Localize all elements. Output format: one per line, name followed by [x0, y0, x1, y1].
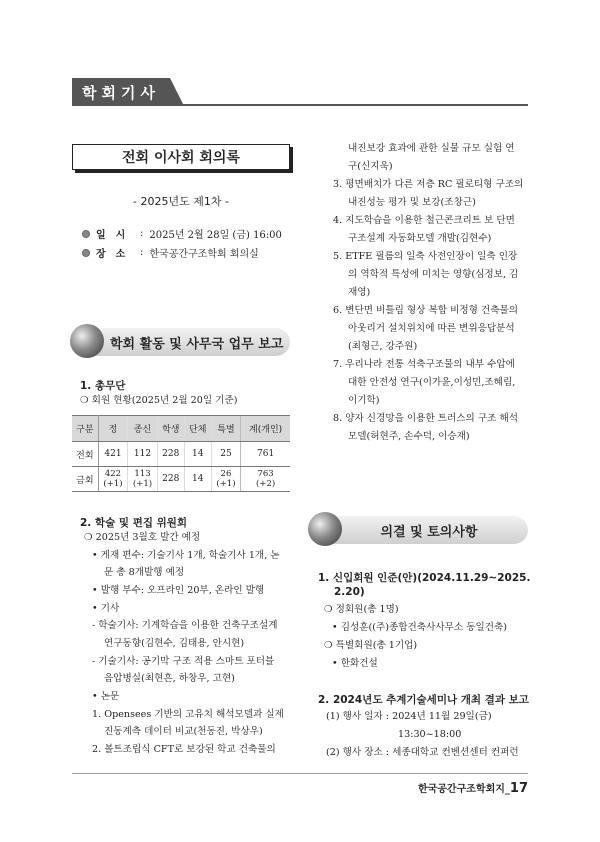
sec2-line: 연구동향(김현수, 김태용, 안시현) [104, 638, 245, 649]
meta-value: 2025년 2월 28일 (금) 16:00 [149, 230, 282, 241]
meta-key: 장소 [96, 249, 136, 260]
res2-line: (1) 행사 일자 : 2024년 11월 29일(금) [326, 711, 492, 722]
header-rule [72, 104, 528, 106]
paper-line: 5. ETFE 필름의 일축 사전인장이 일축 인장 [333, 251, 518, 262]
res1-heading-cont: 2.20) [334, 586, 365, 598]
table-header: 특별 [211, 416, 241, 442]
paper-line: 구조설계 자동화모델 개발(김현수) [348, 233, 492, 244]
paper-line: 의 역학적 특성에 미치는 영향(심정보, 김 [348, 269, 519, 280]
table-row [72, 467, 290, 492]
meta-sep: : [140, 228, 144, 239]
paper-line: 대한 안전성 연구(이가윤,이성민,조혜림, [348, 377, 516, 388]
paper-line: 아웃리거 설치위치에 따른 변위응답분석 [348, 323, 515, 334]
sec2-line: - 학술기사: 기계학습을 이용한 건축구조설계 [92, 620, 278, 631]
table-header: 종신 [128, 416, 158, 442]
meta-key: 일시 [96, 230, 136, 241]
footer-rule [72, 773, 528, 774]
report-section-title: 학회 활동 및 사무국 업무 보고 [110, 336, 284, 352]
footer-sep: _ [504, 784, 510, 795]
table-cell: 761 [241, 442, 290, 467]
bullet-icon [82, 249, 90, 257]
sec1-sub: ❍ 회원 현황(2025년 2월 20일 기준) [80, 395, 238, 406]
sec2-line: 문 총 8개발행 예정 [104, 567, 185, 578]
section-label: 학회기사 [82, 83, 160, 102]
table-cell: 228 [157, 467, 184, 492]
journal-name: 한국공간구조학회지 [417, 784, 505, 795]
sec2-line: 1. Opensees 기반의 고유치 해석모델과 실제 [92, 709, 284, 720]
res2-line: (2) 행사 장소 : 세종대학교 컨벤션센터 컨퍼런 [326, 747, 519, 758]
table-header: 구분 [72, 416, 98, 442]
table-header-row [72, 416, 290, 442]
res2-heading: 2. 2024년도 추계기술세미나 개최 결과 보고 [318, 694, 529, 706]
sec2-line: • 논문 [92, 691, 120, 702]
paper-line: 구(신지욱) [348, 161, 393, 172]
meta-sep: : [140, 247, 144, 258]
table-cell: 763 (+2) [241, 467, 290, 492]
paper-line: (최형근, 강주원) [348, 341, 418, 352]
res1-line: ❍ 정회원(총 1명) [324, 604, 399, 615]
paper-line: 재영) [348, 287, 371, 298]
sec2-line: 음압병실(최현흔, 하창우, 고현) [104, 673, 235, 684]
meta-place [82, 245, 259, 260]
meta-value: 한국공간구조학회 회의실 [149, 249, 259, 260]
table-cell: 금회 [72, 467, 98, 492]
table-cell: 422 (+1) [98, 467, 128, 492]
paper-line: 내진보강 효과에 관한 실물 규모 실험 연 [348, 143, 515, 154]
paper-line: 이기학) [348, 395, 380, 406]
sec1-heading: 1. 총무단 [80, 380, 126, 392]
table-cell: 14 [184, 467, 211, 492]
footer [418, 780, 528, 796]
paper-line: 6. 변단면 비틀림 형상 복합 비정형 건축물의 [333, 305, 518, 316]
sphere-icon [70, 324, 104, 358]
table-header: 단체 [184, 416, 211, 442]
paper-line: 모델(허현주, 손수덕, 이승재) [348, 431, 470, 442]
table-cell: 26 (+1) [211, 467, 241, 492]
section-tab [72, 78, 170, 106]
table-cell: 25 [211, 442, 241, 467]
member-table [72, 415, 290, 492]
page-number: 17 [509, 781, 528, 796]
table-row [72, 442, 290, 467]
sphere-icon [308, 512, 342, 546]
sec2-line: • 기사 [92, 603, 120, 614]
res2-line: 13:30~18:00 [398, 729, 462, 740]
res1-heading: 1. 신입회원 인준(안)(2024.11.29~2025. [318, 572, 531, 584]
resolution-section-title: 의결 및 토의사항 [380, 524, 478, 540]
sec2-heading: 2. 학술 및 편집 위원회 [80, 517, 188, 529]
sec2-line: • 게재 편수: 기술기사 1개, 학술기사 1개, 논 [92, 550, 280, 561]
sec2-line: 2. 볼트조립식 CFT로 보강된 학교 건축물의 [92, 744, 276, 755]
table-header: 학생 [157, 416, 184, 442]
bullet-icon [82, 230, 90, 238]
table-cell: 113 (+1) [128, 467, 158, 492]
table-cell: 228 [157, 442, 184, 467]
table-header: 계(개인) [241, 416, 290, 442]
session-label: - 2025년도 제1차 - [133, 195, 229, 208]
table-cell: 112 [128, 442, 158, 467]
res1-line: • 한화건설 [332, 658, 378, 669]
report-section-header [72, 328, 290, 356]
res1-line: ❍ 특별회원(총 1기업) [324, 640, 418, 651]
paper-line: 3. 평면배치가 다른 저층 RC 필로티형 구조의 [333, 179, 524, 190]
resolution-section-header [310, 516, 528, 544]
meta-date [82, 226, 282, 241]
table-cell: 전회 [72, 442, 98, 467]
sec2-line: ❍ 2025년 3월호 발간 예정 [84, 532, 201, 543]
paper-line: 7. 우리나라 전통 석축구조물의 내부 수압에 [333, 359, 515, 370]
table-header: 정 [98, 416, 128, 442]
paper-line: 8. 양자 신경망을 이용한 트러스의 구조 해석 [333, 413, 518, 424]
paper-line: 4. 지도학습을 이용한 철근콘크리트 보 단면 [333, 215, 515, 226]
sec2-line: - 기술기사: 공기막 구조 적용 스마트 포터블 [92, 656, 275, 667]
sec2-line: 진동계측 데이터 비교(천동진, 박상우) [104, 726, 263, 737]
res1-line: • 김성훈((주)종합건축사사무소 동일건축) [332, 622, 508, 633]
paper-line: 내진성능 평가 및 보강(조창근) [348, 197, 476, 208]
minutes-title: 전회 이사회 회의록 [72, 144, 290, 170]
sec2-line: • 발행 부수: 오프라인 20부, 온라인 발행 [92, 585, 265, 596]
table-cell: 14 [184, 442, 211, 467]
table-cell: 421 [98, 442, 128, 467]
